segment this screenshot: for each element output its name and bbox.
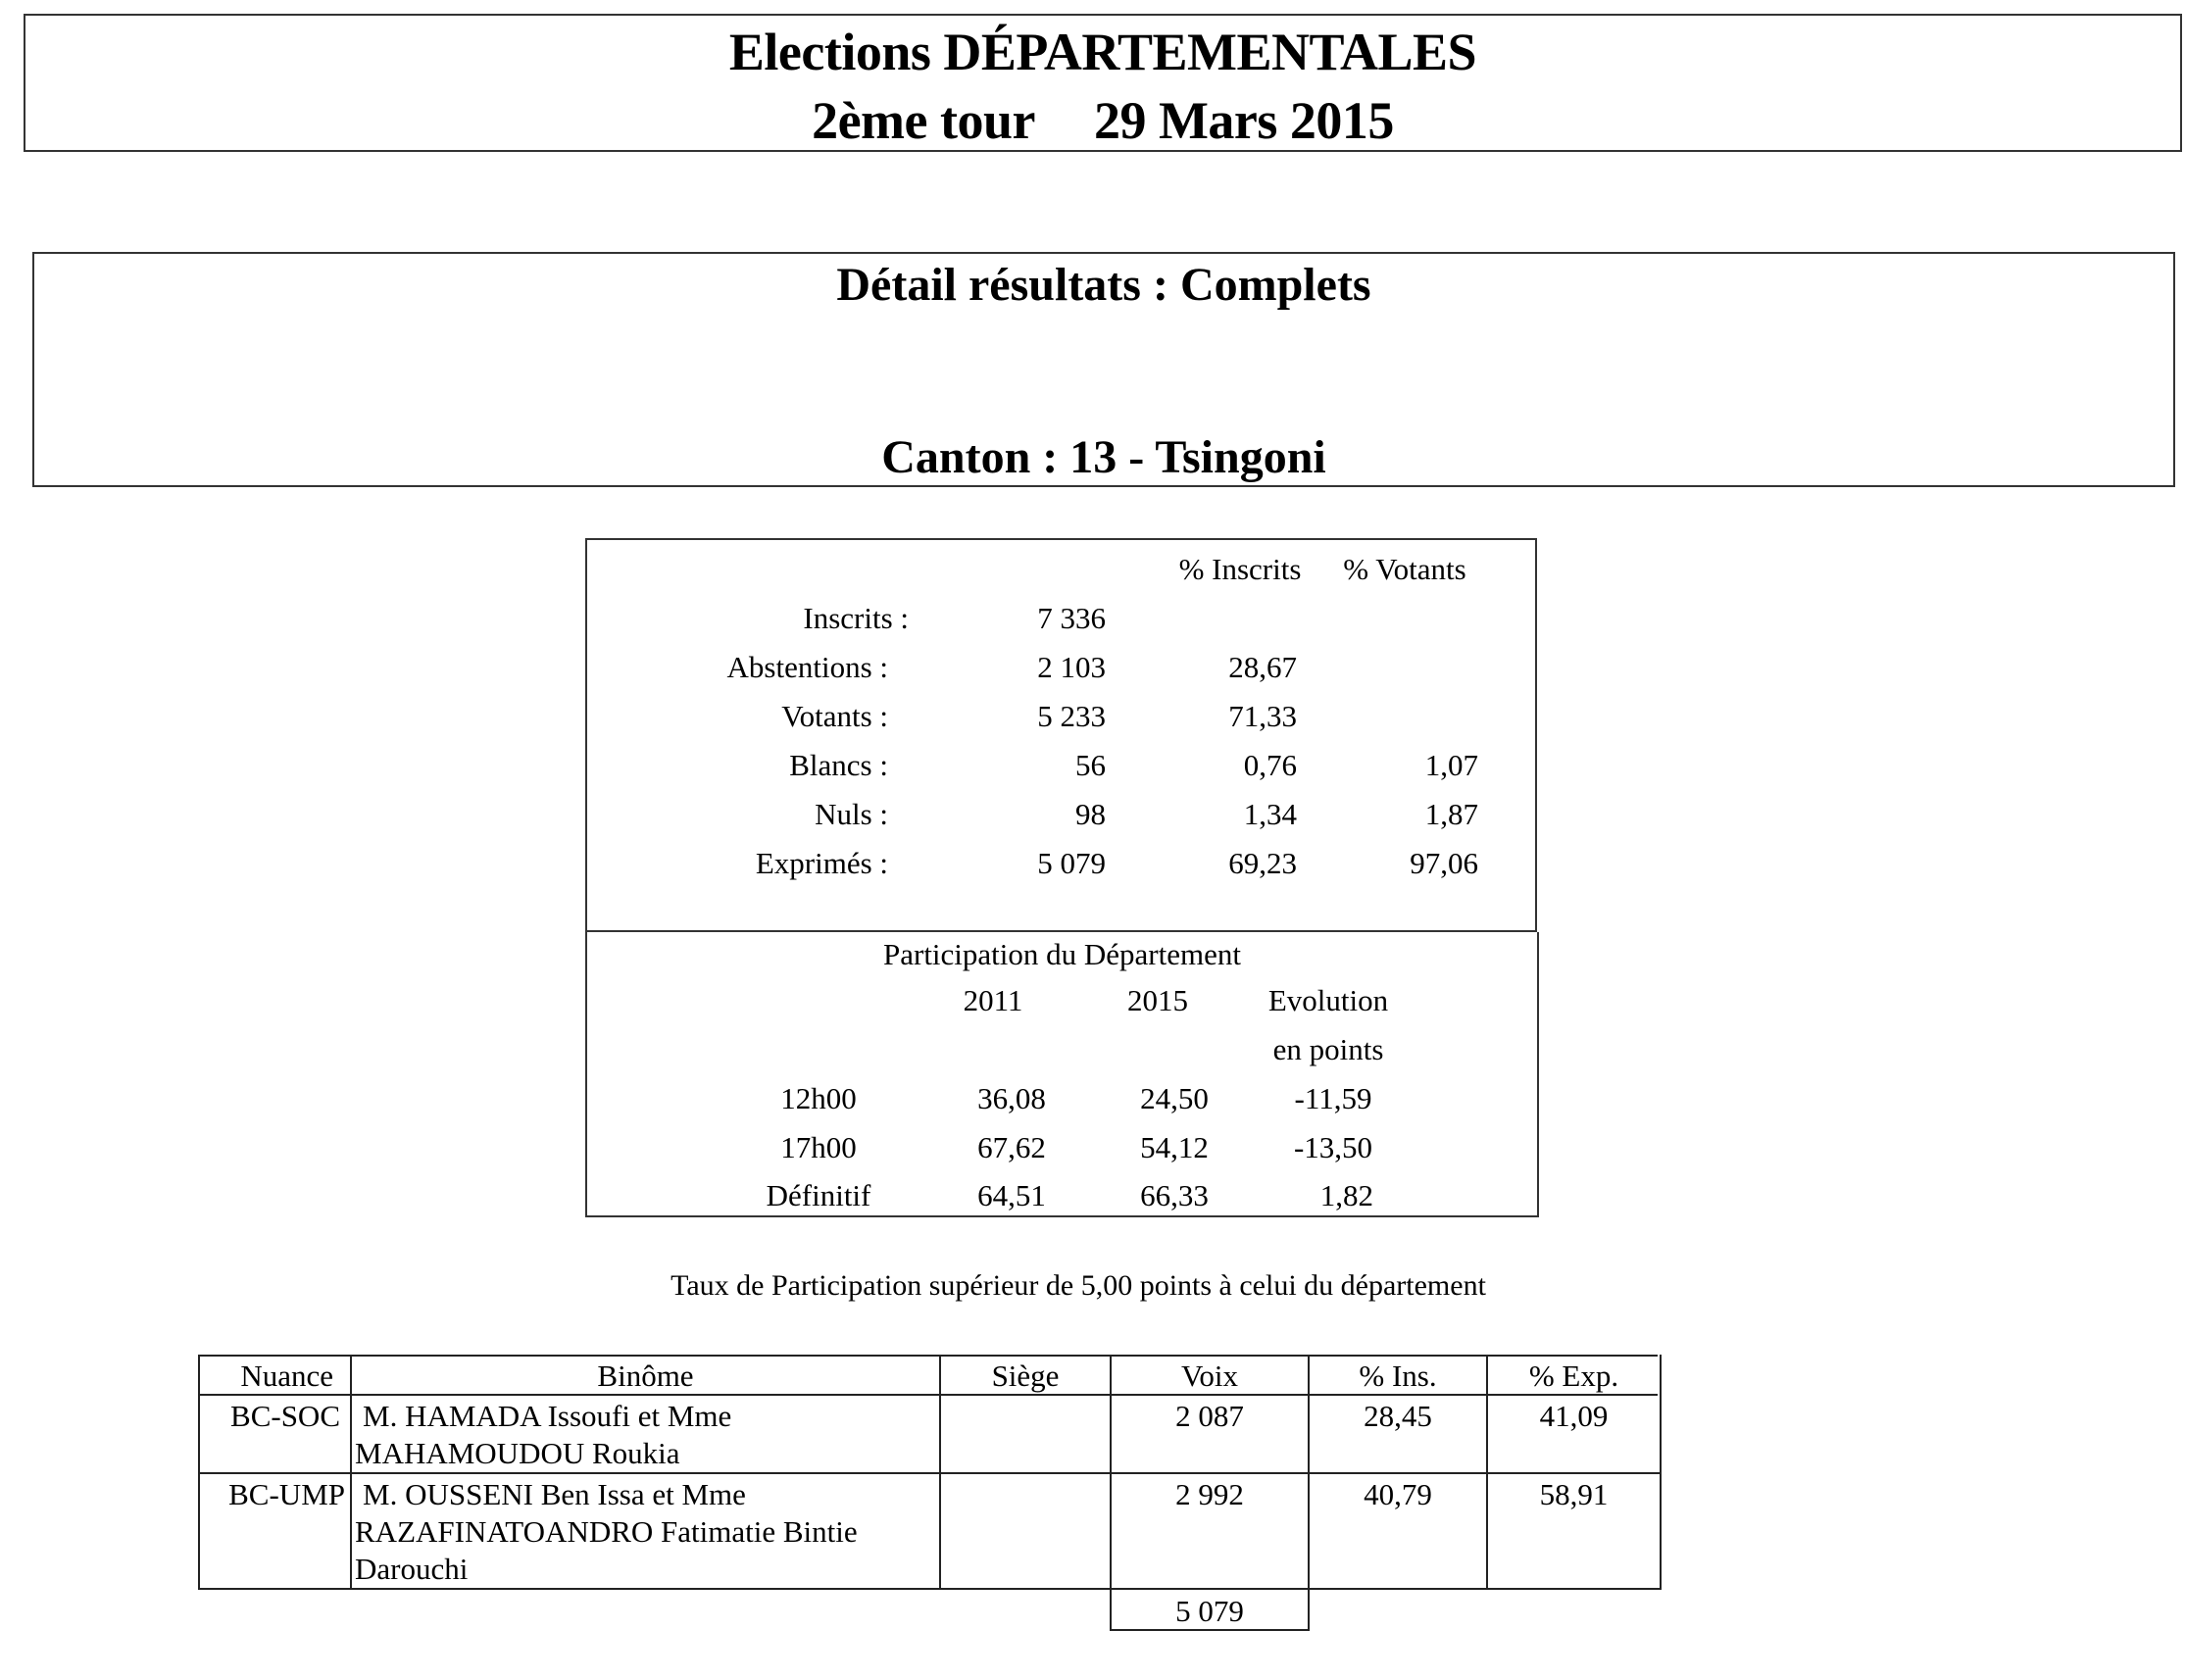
stats-label: Votants : [781,699,888,733]
section-box [32,252,2175,487]
header-nuance: Nuance [240,1359,333,1393]
stats-value: 5 233 [1037,699,1106,733]
stats-label: Exprimés : [755,846,888,880]
participation-label: Définitif [766,1178,871,1212]
stats-pct-inscrits: 28,67 [1228,650,1297,684]
stats-pct-votants: 97,06 [1410,846,1478,880]
stats-header-pct-votants: % Votants [1343,552,1466,586]
cell-pct-exp: 58,91 [1539,1477,1609,1511]
stats-value: 98 [1075,797,1106,831]
participation-col-2011: 2011 [963,983,1023,1017]
cell-pct-ins: 40,79 [1364,1477,1432,1511]
stats-header-pct-inscrits: % Inscrits [1178,552,1302,586]
election-round-date [25,90,2180,151]
participation-2015: 54,12 [1140,1130,1209,1164]
participation-2011: 64,51 [977,1178,1046,1212]
cell-pct-ins: 28,45 [1364,1399,1432,1433]
stats-label: Blancs : [789,748,888,782]
stats-value: 7 336 [1037,601,1106,635]
participation-label: 17h00 [780,1130,857,1164]
cell-nuance: BC-UMP [228,1477,345,1511]
stats-label: Abstentions : [726,650,888,684]
header-box [24,14,2182,152]
election-date: 29 Mars 2015 [1093,91,1394,150]
election-title: Elections DÉPARTEMENTALES [728,23,1477,81]
participation-2015: 24,50 [1140,1081,1209,1115]
stats-pct-inscrits: 69,23 [1228,846,1297,880]
participation-col-2015: 2015 [1127,983,1188,1017]
stats-pct-votants: 1,87 [1424,797,1478,831]
round-label: 2ème tour [812,91,1035,150]
stats-value: 2 103 [1037,650,1106,684]
participation-evolution: 1,82 [1319,1178,1373,1212]
participation-evolution: -11,59 [1294,1081,1372,1115]
header-siege: Siège [991,1359,1060,1393]
header-pct-ins: % Ins. [1359,1359,1437,1393]
cell-binome-line: M. HAMADA Issoufi et Mme [363,1399,732,1433]
cell-binome-line: RAZAFINATOANDRO Fatimatie Bintie [355,1514,858,1549]
cell-binome-line: Darouchi [355,1552,469,1586]
cell-voix: 2 992 [1175,1477,1244,1511]
participation-col-evolution: Evolution [1267,983,1389,1017]
cell-pct-exp: 41,09 [1539,1399,1609,1433]
header-binome: Binôme [597,1359,694,1393]
header-pct-exp: % Exp. [1528,1359,1619,1393]
participation-2011: 67,62 [977,1130,1046,1164]
stats-value: 5 079 [1037,846,1106,880]
header-voix: Voix [1180,1359,1238,1393]
stats-value: 56 [1075,748,1106,782]
cell-nuance: BC-SOC [230,1399,340,1433]
participation-evolution: -13,50 [1293,1130,1373,1164]
stats-pct-inscrits: 0,76 [1243,748,1297,782]
participation-note: Taux de Participation supérieur de 5,00 points à celui du département [670,1269,1486,1302]
cell-binome-line: MAHAMOUDOU Roukia [355,1436,680,1470]
participation-table [585,932,1539,1217]
canton-title: Canton : 13 - Tsingoni [881,431,1326,483]
participation-title: Participation du Département [883,937,1241,971]
participation-2011: 36,08 [977,1081,1046,1115]
total-voix: 5 079 [1175,1594,1244,1628]
stats-pct-votants: 1,07 [1424,748,1478,782]
participation-label: 12h00 [780,1081,857,1115]
stats-label: Nuls : [815,797,888,831]
stats-label: Inscrits : [803,601,909,635]
section-title: Détail résultats : Complets [836,259,1371,311]
participation-col-evolution-sub: en points [1272,1032,1384,1066]
cell-voix: 2 087 [1175,1399,1244,1433]
participation-2015: 66,33 [1140,1178,1209,1212]
stats-pct-inscrits: 71,33 [1228,699,1297,733]
stats-pct-inscrits: 1,34 [1243,797,1297,831]
cell-binome-line: M. OUSSENI Ben Issa et Mme [363,1477,746,1511]
